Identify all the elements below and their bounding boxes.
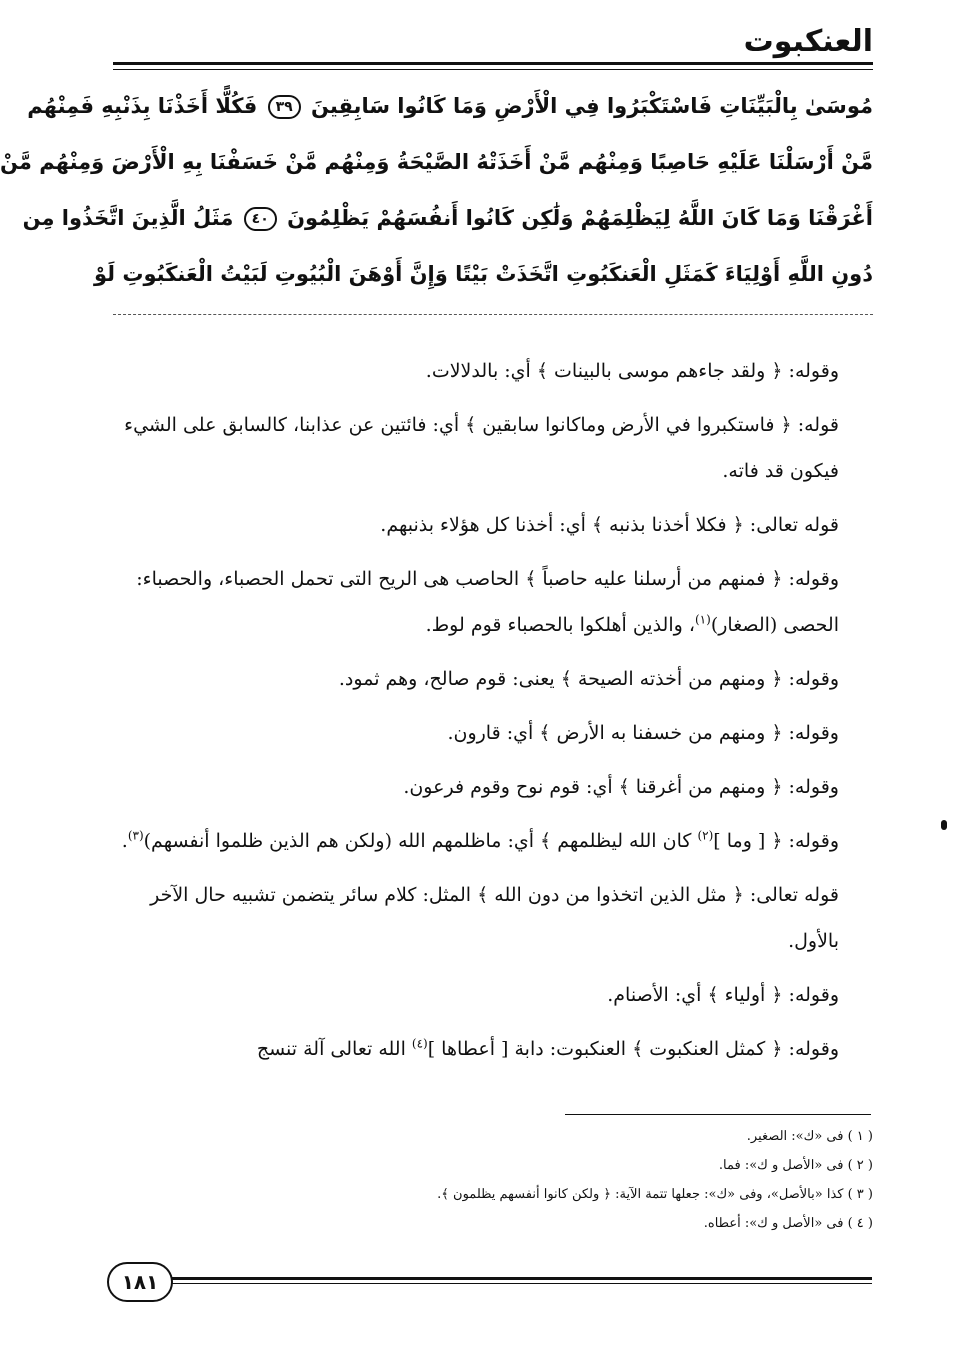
ayah-number-mark: ٣٩ (268, 95, 301, 119)
footnote: ( ٢ ) فى «الأصل و ك»: فما. (718, 1158, 873, 1173)
quran-line (22, 190, 873, 246)
footnote: ( ١ ) فى «ك»: الصغير. (746, 1129, 873, 1144)
page-number: ١٨١ (107, 1262, 173, 1302)
quran-text-block (0, 78, 873, 302)
paragraph-text: وقوله: ﴿ أولياء ﴾ أي: الأصنام. (607, 984, 839, 1006)
commentary-paragraph (105, 710, 873, 756)
quran-line (0, 134, 873, 190)
paragraph-text: وقوله: ﴿ ومنهم من خسفنا به الأرض ﴾ أي: قارون. (447, 722, 839, 744)
footer-rule-thin (170, 1283, 872, 1284)
paragraph-text: ، والذين أهلكوا بالحصباء قوم لوط. (425, 614, 695, 636)
footer-rule-thick (170, 1277, 872, 1280)
commentary-paragraph (105, 348, 873, 394)
scan-mark (941, 820, 947, 830)
quran-line (94, 246, 873, 302)
paragraph-text: وقوله: ﴿ [ وما ] (713, 830, 839, 852)
quran-separator (113, 314, 873, 315)
footnote-ref[interactable]: (٢) (697, 828, 714, 843)
paragraph-text: . (121, 830, 128, 852)
quran-segment: مَثَلُ الَّذِينَ اتَّخَذُوا مِن (22, 206, 234, 230)
quran-line (27, 78, 873, 134)
paragraph-text: قوله: ﴿ فاستكبروا في الأرض وماكانوا سابقين ﴾ أي: فائتين عن عذابنا، كالسابق على الشيء فيكون قد فاته. (124, 414, 839, 482)
paragraph-text: وقوله: ﴿ ومنهم من أغرقنا ﴾ أي: قوم نوح وقوم فرعون. (403, 776, 839, 798)
quran-segment: فَكُلًّا أَخَذْنَا بِذَنْبِهِ فَمِنْهُم (27, 94, 258, 118)
footnotes-block (105, 1122, 873, 1238)
paragraph-text: كان الله ليظلمهم ﴾ أي: ماظلمهم الله (ولكن هم الذين ظلموا أنفسهم) (143, 830, 698, 852)
commentary-paragraph (105, 402, 873, 494)
footer-rules (170, 1277, 872, 1284)
footnote: ( ٣ ) كذا «بالأصل»، وفى «ك»: جعلها تتمة الآية: ﴿ ولكن كانوا أنفسهم يظلمون ﴾. (437, 1187, 873, 1202)
paragraph-text: قوله تعالى: ﴿ مثل الذين اتخذوا من دون الله ﴾ المثل: كلام سائر يتضمن تشبيه حال الآخر بالأول. (150, 884, 839, 952)
commentary-paragraph (105, 556, 873, 648)
quran-segment: دُونِ اللَّهِ أَوْلِيَاءَ كَمَثَلِ الْعَنكَبُوتِ اتَّخَذَتْ بَيْتًا وَإِنَّ أَوْهَنَ الْبُيُوتِ لَبَيْتُ الْعَنكَبُوتِ لَوْ (94, 262, 873, 286)
quran-segment: مَّنْ أَرْسَلْنَا عَلَيْهِ حَاصِبًا وَمِنْهُم مَّنْ أَخَذَتْهُ الصَّيْحَةُ وَمِنْهُم مَّنْ خَسَفْنَا بِهِ الْأَرْضَ وَمِنْهُم مَّنْ (0, 150, 873, 174)
quran-segment: أَغْرَقْنَا وَمَا كَانَ اللَّهُ لِيَظْلِمَهُمْ وَلَٰكِن كَانُوا أَنفُسَهُمْ يَظْلِمُونَ (287, 206, 873, 230)
commentary-paragraph (105, 1026, 873, 1072)
ayah-number-mark: ٤٠ (244, 207, 277, 231)
quran-segment: مُوسَىٰ بِالْبَيِّنَاتِ فَاسْتَكْبَرُوا فِي الْأَرْضِ وَمَا كَانُوا سَابِقِينَ (310, 94, 873, 118)
footnote-ref[interactable]: (٤) (411, 1036, 428, 1051)
paragraph-text: قوله تعالى: ﴿ فكلا أخذنا بذنبه ﴾ أي: أخذنا كل هؤلاء بذنبهم. (380, 514, 839, 536)
paragraph-text: الله تعالى آلة تنسج (256, 1038, 412, 1060)
commentary-paragraph (105, 764, 873, 810)
footnote-ref[interactable]: (١) (694, 612, 711, 627)
running-title: العنكبوت (743, 24, 873, 59)
paragraph-text: وقوله: ﴿ ولقد جاءهم موسى بالبينات ﴾ أي: بالدلالات. (425, 360, 839, 382)
header-rule-thin (113, 69, 873, 70)
commentary-paragraph (105, 972, 873, 1018)
paragraph-text: وقوله: ﴿ فمنهم من أرسلنا عليه حاصباً ﴾ الحاصب هى الريح التى تحمل الحصباء، والحصباء: الحصى (الصغار) (136, 568, 839, 636)
commentary-paragraph (105, 502, 873, 548)
commentary-block (105, 348, 873, 1080)
footnote-rule (565, 1114, 871, 1115)
commentary-paragraph (105, 818, 873, 864)
commentary-paragraph (105, 656, 873, 702)
footnote-ref[interactable]: (٣) (127, 828, 144, 843)
header-rule-thick (113, 62, 873, 65)
footnote: ( ٤ ) فى «الأصل و ك»: أعطاه. (703, 1216, 873, 1231)
commentary-paragraph (105, 872, 873, 964)
paragraph-text: وقوله: ﴿ كمثل العنكبوت ﴾ العنكبوت: دابة [ أعطاها ] (427, 1038, 839, 1060)
paragraph-text: وقوله: ﴿ ومنهم من أخذته الصيحة ﴾ يعنى: قوم صالح، وهم ثمود. (338, 668, 839, 690)
